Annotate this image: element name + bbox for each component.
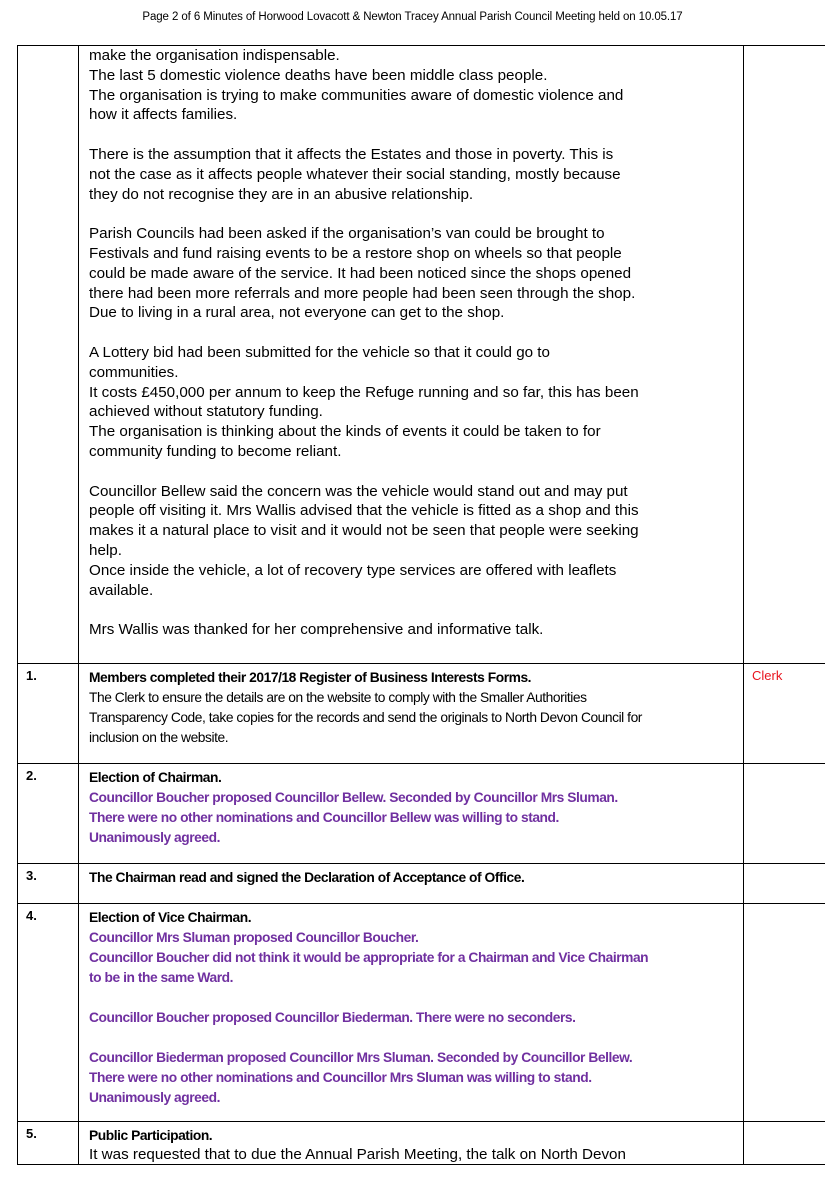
table-row-item-2 — [18, 764, 825, 864]
item-heading: Public Participation. — [89, 1128, 213, 1143]
page-header: Page 2 of 6 Minutes of Horwood Lovacott & Newton Tracey Annual Parish Council Meeting held on 10.05.17 — [142, 11, 683, 23]
minutes-table — [17, 45, 825, 1165]
text-line: It was requested that to due the Annual Parish Meeting, the talk on North Devon — [89, 1146, 626, 1163]
text-line: Due to living in a rural area, not everyone can get to the shop. — [89, 304, 505, 322]
item-number: 2. — [18, 764, 79, 864]
text-line: Once inside the vehicle, a lot of recovery type services are offered with leaflets — [89, 561, 617, 579]
text-line: makes it a natural place to visit and it would not be seen that people were seeking — [89, 522, 639, 540]
item-number: 4. — [18, 904, 79, 1122]
resolution-line: Councillor Mrs Sluman proposed Councillor Boucher. — [89, 930, 419, 945]
text-line: community funding to become reliant. — [89, 442, 342, 460]
text-line: available. — [89, 581, 154, 599]
text-line: there had been more referrals and more people had been seen through the shop. — [89, 284, 636, 302]
table-row-intro — [18, 46, 825, 664]
text-line: Mrs Wallis was thanked for her comprehensive and informative talk. — [89, 621, 544, 639]
paragraph-5 — [89, 482, 737, 601]
paragraph-6 — [89, 620, 737, 640]
item-heading: Election of Chairman. — [89, 770, 222, 785]
text-line: achieved without statutory funding. — [89, 403, 323, 421]
item-heading: The Chairman read and signed the Declaration of Acceptance of Office. — [89, 870, 525, 885]
text-line: The last 5 domestic violence deaths have been middle class people. — [89, 66, 548, 84]
resolution-line: Councillor Boucher did not think it would be appropriate for a Chairman and Vice Chairman — [89, 950, 649, 965]
text-line: help. — [89, 541, 122, 559]
action-cell — [744, 864, 825, 904]
intro-text-cell — [79, 46, 744, 664]
text-line: The organisation is thinking about the kinds of events it could be taken to for — [89, 423, 601, 441]
text-line: Festivals and fund raising events to be a restore shop on wheels so that people — [89, 244, 622, 262]
text-line: There is the assumption that it affects the Estates and those in poverty. This is — [89, 145, 614, 163]
text-line: how it affects families. — [89, 106, 238, 124]
text-line: they do not recognise they are in an abusive relationship. — [89, 185, 474, 203]
item-heading: Election of Vice Chairman. — [89, 910, 252, 925]
text-line: communities. — [89, 363, 179, 381]
item-3-text-cell — [79, 864, 744, 904]
action-clerk: Clerk — [752, 668, 783, 683]
resolution-line: Unanimously agreed. — [89, 830, 220, 845]
table-row-item-1 — [18, 664, 825, 764]
text-line: A Lottery bid had been submitted for the vehicle so that it could go to — [89, 343, 550, 361]
item-5-text-cell — [79, 1122, 744, 1165]
paragraph-3 — [89, 224, 737, 323]
paragraph-1 — [89, 46, 737, 125]
text-line: inclusion on the website. — [89, 730, 229, 745]
paragraph-2 — [89, 145, 737, 204]
action-cell — [744, 46, 825, 664]
text-line: It costs £450,000 per annum to keep the Refuge running and so far, this has been — [89, 383, 639, 401]
resolution-line: Unanimously agreed. — [89, 1090, 220, 1105]
text-line: not the case as it affects people whatever their social standing, mostly because — [89, 165, 621, 183]
text-line: Transparency Code, take copies for the records and send the originals to North Devon Council for — [89, 710, 642, 725]
resolution-line: Councillor Boucher proposed Councillor Bellew. Seconded by Councillor Mrs Sluman. — [89, 790, 618, 805]
table-row-item-3 — [18, 864, 825, 904]
resolution-line: There were no other nominations and Councillor Bellew was willing to stand. — [89, 810, 559, 825]
resolution-line: There were no other nominations and Councillor Mrs Sluman was willing to stand. — [89, 1070, 592, 1085]
item-2-text-cell — [79, 764, 744, 864]
item-4-text-cell — [79, 904, 744, 1122]
text-line: The Clerk to ensure the details are on the website to comply with the Smaller Authorities — [89, 690, 587, 705]
item-number: 5. — [18, 1122, 79, 1165]
item-heading: Members completed their 2017/18 Register of Business Interests Forms. — [89, 670, 532, 685]
action-cell — [744, 664, 825, 764]
resolution-line: Councillor Boucher proposed Councillor Biederman. There were no seconders. — [89, 1010, 576, 1025]
item-number: 1. — [18, 664, 79, 764]
action-cell — [744, 764, 825, 864]
action-cell — [744, 904, 825, 1122]
text-line: people off visiting it. Mrs Wallis advised that the vehicle is fitted as a shop and this — [89, 502, 639, 520]
paragraph-4 — [89, 343, 737, 462]
text-line: The organisation is trying to make communities aware of domestic violence and — [89, 86, 624, 104]
resolution-line: to be in the same Ward. — [89, 970, 233, 985]
text-line: Parish Councils had been asked if the organisation’s van could be brought to — [89, 225, 605, 243]
item-number-cell — [18, 46, 79, 664]
item-1-text-cell — [79, 664, 744, 764]
item-number: 3. — [18, 864, 79, 904]
text-line: make the organisation indispensable. — [89, 47, 340, 64]
text-line: Councillor Bellew said the concern was the vehicle would stand out and may put — [89, 482, 628, 500]
action-cell — [744, 1122, 825, 1165]
table-row-item-5 — [18, 1122, 825, 1165]
text-line: could be made aware of the service. It had been noticed since the shops opened — [89, 264, 632, 282]
table-row-item-4 — [18, 904, 825, 1122]
resolution-line: Councillor Biederman proposed Councillor Mrs Sluman. Seconded by Councillor Bellew. — [89, 1050, 633, 1065]
